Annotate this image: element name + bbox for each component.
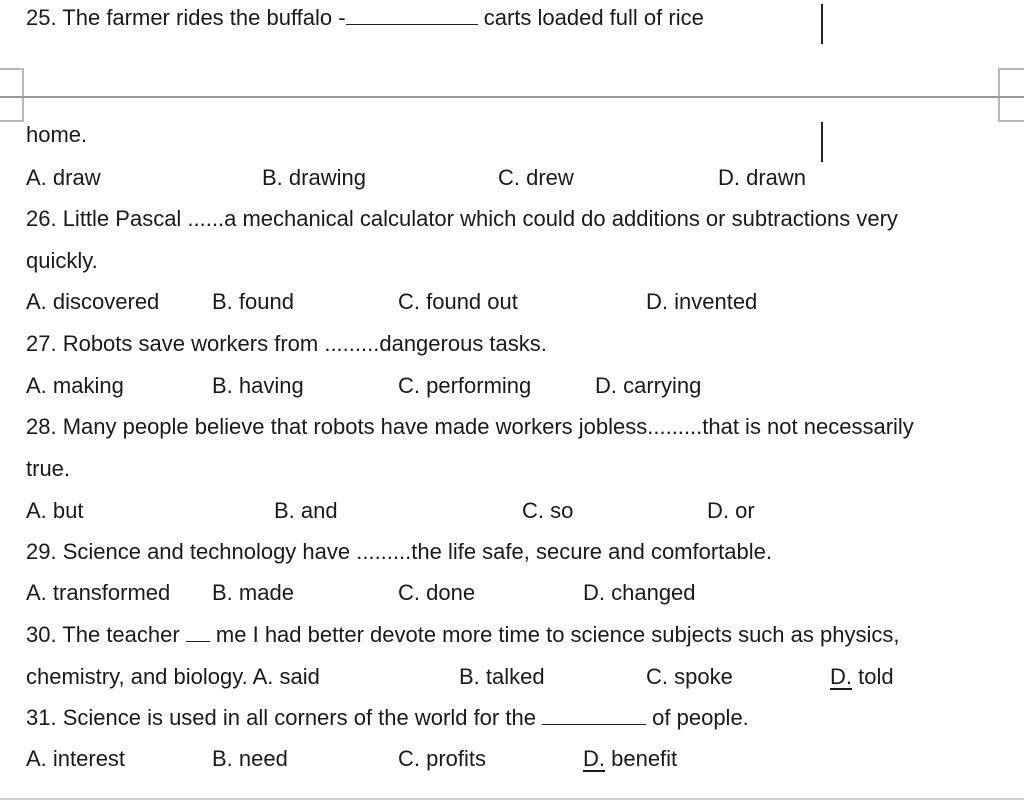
q30-option-d-word: told — [852, 664, 894, 689]
question-25-text-a: 25. The farmer rides the buffalo - — [26, 5, 346, 30]
q25-option-b: B. drawing — [262, 165, 366, 190]
question-31-text-b: of people. — [646, 705, 749, 730]
question-29-line-1: 29. Science and technology have .........the life safe, secure and comfortable. — [26, 539, 773, 564]
q26-option-a: A. discovered — [26, 289, 160, 314]
q30-option-b: B. talked — [459, 664, 545, 689]
question-25-line-2: home. — [26, 122, 88, 147]
q30-option-d-letter: D. — [830, 664, 852, 689]
question-27-line-1: 27. Robots save workers from .........dangerous tasks. — [26, 331, 547, 356]
q31-option-a: A. interest — [26, 746, 126, 771]
q30-option-d — [830, 664, 894, 690]
question-26-line-1: 26. Little Pascal ......a mechanical calculator which could do additions or subtractions very — [26, 206, 898, 231]
text-cursor — [821, 4, 823, 44]
q28-option-a: A. but — [26, 498, 84, 523]
q29-option-c: C. done — [398, 580, 476, 605]
q31-option-c: C. profits — [398, 746, 487, 771]
question-28-line-2: true. — [26, 456, 71, 481]
question-31-line-1 — [26, 705, 749, 731]
q25-option-d: D. drawn — [718, 165, 807, 190]
q27-option-b: B. having — [212, 373, 304, 398]
page-corner-mark-left-top — [0, 68, 24, 96]
q26-option-b: B. found — [212, 289, 294, 314]
page-corner-mark-right-bottom — [998, 98, 1024, 122]
question-30-text-b: me I had better devote more time to science subjects such as physics, — [209, 622, 900, 647]
page-corner-mark-right-top — [998, 68, 1024, 96]
q26-option-d: D. invented — [646, 289, 758, 314]
question-25-line-1 — [26, 5, 704, 31]
q27-option-c: C. performing — [398, 373, 532, 398]
question-25-text-b: carts loaded full of rice — [477, 5, 704, 30]
question-30-blank — [186, 623, 210, 642]
page-corner-mark-left-bottom — [0, 98, 24, 122]
q31-option-d — [583, 746, 677, 772]
q27-option-d: D. carrying — [595, 373, 702, 398]
q31-option-d-letter: D. — [583, 746, 605, 771]
q31-option-b: B. need — [212, 746, 288, 771]
q25-option-a: A. draw — [26, 165, 101, 190]
q26-option-c: C. found out — [398, 289, 518, 314]
q28-option-d: D. or — [707, 498, 755, 523]
q30-option-c: C. spoke — [646, 664, 733, 689]
page-bottom-edge — [0, 798, 1024, 800]
question-28-line-1: 28. Many people believe that robots have made workers jobless.........that is not necessarily — [26, 414, 914, 439]
q27-option-a: A. making — [26, 373, 124, 398]
q31-option-d-word: benefit — [605, 746, 678, 771]
question-25-blank — [346, 6, 478, 25]
question-26-line-2: quickly. — [26, 248, 98, 273]
q29-option-d: D. changed — [583, 580, 696, 605]
q28-option-b: B. and — [274, 498, 338, 523]
question-30-line-1 — [26, 622, 899, 648]
text-cursor-2 — [821, 122, 823, 162]
q29-option-a: A. transformed — [26, 580, 171, 605]
question-30-text-a: 30. The teacher — [26, 622, 186, 647]
page-break-divider — [0, 96, 1024, 98]
q28-option-c: C. so — [522, 498, 574, 523]
question-31-text-a: 31. Science is used in all corners of the world for the — [26, 705, 543, 730]
question-31-blank — [542, 706, 646, 725]
q25-option-c: C. drew — [498, 165, 574, 190]
question-30-line-2: chemistry, and biology. A. said — [26, 664, 320, 689]
q29-option-b: B. made — [212, 580, 294, 605]
